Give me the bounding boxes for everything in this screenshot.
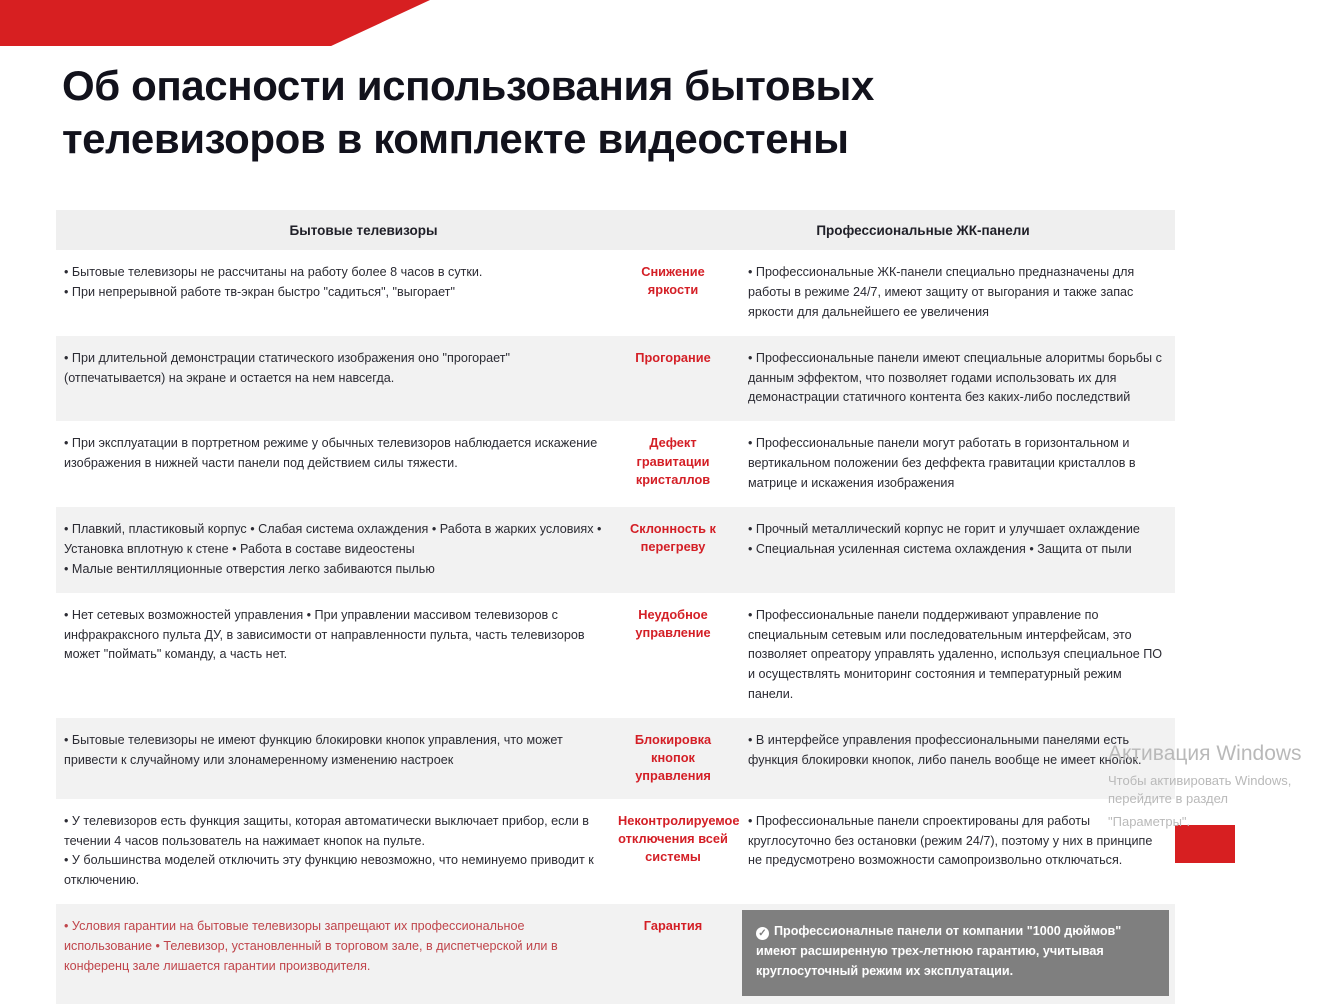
table-row — [56, 421, 1175, 507]
table-header-row — [56, 210, 1175, 250]
table-row — [56, 250, 1175, 336]
cell-topic-label: Гарантия — [643, 918, 703, 934]
cell-topic-label: Склонность к перегреву — [630, 521, 716, 555]
cell-professional-panel: • Профессиональные панели спроектированы для работы круглосуточно без остановки (режим 24/7), поэтому у них в принципе не предусмотрено возможности самопроизвольно отключаться. — [748, 813, 1153, 868]
cell-professional-panel: • Профессиональные ЖК-панели специально предназначены для работы в режиме 24/7, имеют защиту от выгорания и также запас яркости для дальнейшего ее увеличения — [748, 265, 1135, 319]
top-red-banner — [0, 0, 430, 46]
cell-professional-panel — [732, 904, 1175, 1004]
cell-topic-label: Неудобное управление — [635, 606, 711, 640]
watermark-title: Активация Windows — [1108, 742, 1302, 765]
cell-consumer-tv: • У телевизоров есть функция защиты, которая автоматически выключает прибор, если в течении 4 часов пользователь на нажимает кнопок на пульте. • У большинства моделей отключить эту функцию невозможно, что неминуемо приводит к отключению. — [64, 813, 594, 888]
cell-professional-panel: • Профессиональные панели имеют специальные алоритмы борьбы с данным эффектом, что позволяет годами использовать их для демонастрации статичного контента без каких-либо последствий — [748, 350, 1162, 405]
table-row — [56, 904, 1175, 1004]
cell-topic-label: Прогорание — [635, 349, 711, 365]
table-row — [56, 336, 1175, 422]
warranty-callout — [742, 910, 1169, 996]
table-row — [56, 799, 1175, 905]
cell-consumer-tv: • Нет сетевых возможностей управления • При управлении массивом телевизоров с инфракраксного пульта ДУ, в зависимости от направленности пульта, часть телевизоров может "поймать" команду, а часть нет. — [64, 607, 585, 662]
column-header-professional-panels: Профессиональные ЖК-панели — [816, 222, 1030, 238]
cell-topic-label: Дефект гравитации кристаллов — [635, 435, 711, 487]
check-circle-icon: ✓ — [756, 927, 769, 940]
page-title — [62, 60, 1102, 165]
page-title-line-1: Об опасности использования бытовых — [62, 62, 874, 109]
cell-professional-panel: • В интерфейсе управления профессиональными панелями есть функция блокировки кнопок, либо панель вообще не имеет кнопок. — [748, 733, 1142, 768]
page-title-line-2: телевизоров в комплекте видеостены — [62, 114, 849, 162]
table-row — [56, 593, 1175, 718]
comparison-table — [56, 210, 1175, 1004]
cell-consumer-tv: • Условия гарантии на бытовые телевизоры запрещают их профессиональное использование • Телевизор, установленный в торговом зале, в диспетчерской или в конференц зале лишается гарантии производителя. — [64, 919, 558, 973]
cell-professional-panel: • Прочный металлический корпус не горит и улучшает охлаждение • Специальная усиленная система охлаждения • Защита от пыли — [748, 522, 1140, 556]
watermark-subtitle-line-1: Чтобы активировать Windows, перейдите в раздел — [1108, 773, 1292, 806]
watermark-subtitle-line-2: "Параметры". — [1108, 814, 1191, 830]
warranty-callout-text: Профессионалные панели от компании "1000 дюймов" имеют расширенную трех-летнюю гарантию, учитывая круглосуточный режим их эксплуатации. — [756, 924, 1122, 978]
cell-professional-panel: • Профессиональные панели могут работать в горизонтальном и вертикальном положении без деффекта гравитации кристаллов в матрице и искажения изображения — [748, 436, 1136, 491]
table-row — [56, 507, 1175, 593]
cell-topic-label: Неконтролируемое отключения всей системы — [618, 812, 740, 864]
cell-topic-label: Блокировка кнопок управления — [634, 732, 712, 784]
cell-consumer-tv: • Бытовые телевизоры не имеют функцию блокировки кнопок управления, что может привести к случайному или злонамеренному изменению настроек — [64, 733, 563, 768]
cell-consumer-tv: • Бытовые телевизоры не рассчитаны на работу более 8 часов в сутки. • При непрерывной работе тв-экран быстро "садиться", "выгорает" — [64, 265, 483, 299]
table-row — [56, 718, 1175, 798]
cell-topic-label: Снижение яркости — [641, 264, 705, 298]
cell-consumer-tv: • При эксплуатации в портретном режиме у обычных телевизоров наблюдается искажение изображения в нижней части панели под действием силы тяжести. — [64, 436, 598, 471]
table-body — [56, 250, 1175, 1004]
cell-consumer-tv: • Плавкий, пластиковый корпус • Слабая система охлаждения • Работа в жарких условиях • Установка вплотную к стене • Работа в составе видеостены • Малые вентилляционные отверстия легко забиваются пылью — [64, 522, 602, 576]
cell-consumer-tv: • При длительной демонстрации статического изображения оно "прогорает" (отпечатывается) на экране и остается на нем навсегда. — [64, 350, 511, 385]
cell-professional-panel: • Профессиональные панели поддерживают управление по специальным сетевым или последовательным интерфейсам, это позволяет опреатору управлять удаленно, используя специальное ПО и осуществлять мониторинг состояния и температурный режим панели. — [748, 607, 1163, 702]
column-header-consumer-tvs: Бытовые телевизоры — [289, 222, 438, 238]
